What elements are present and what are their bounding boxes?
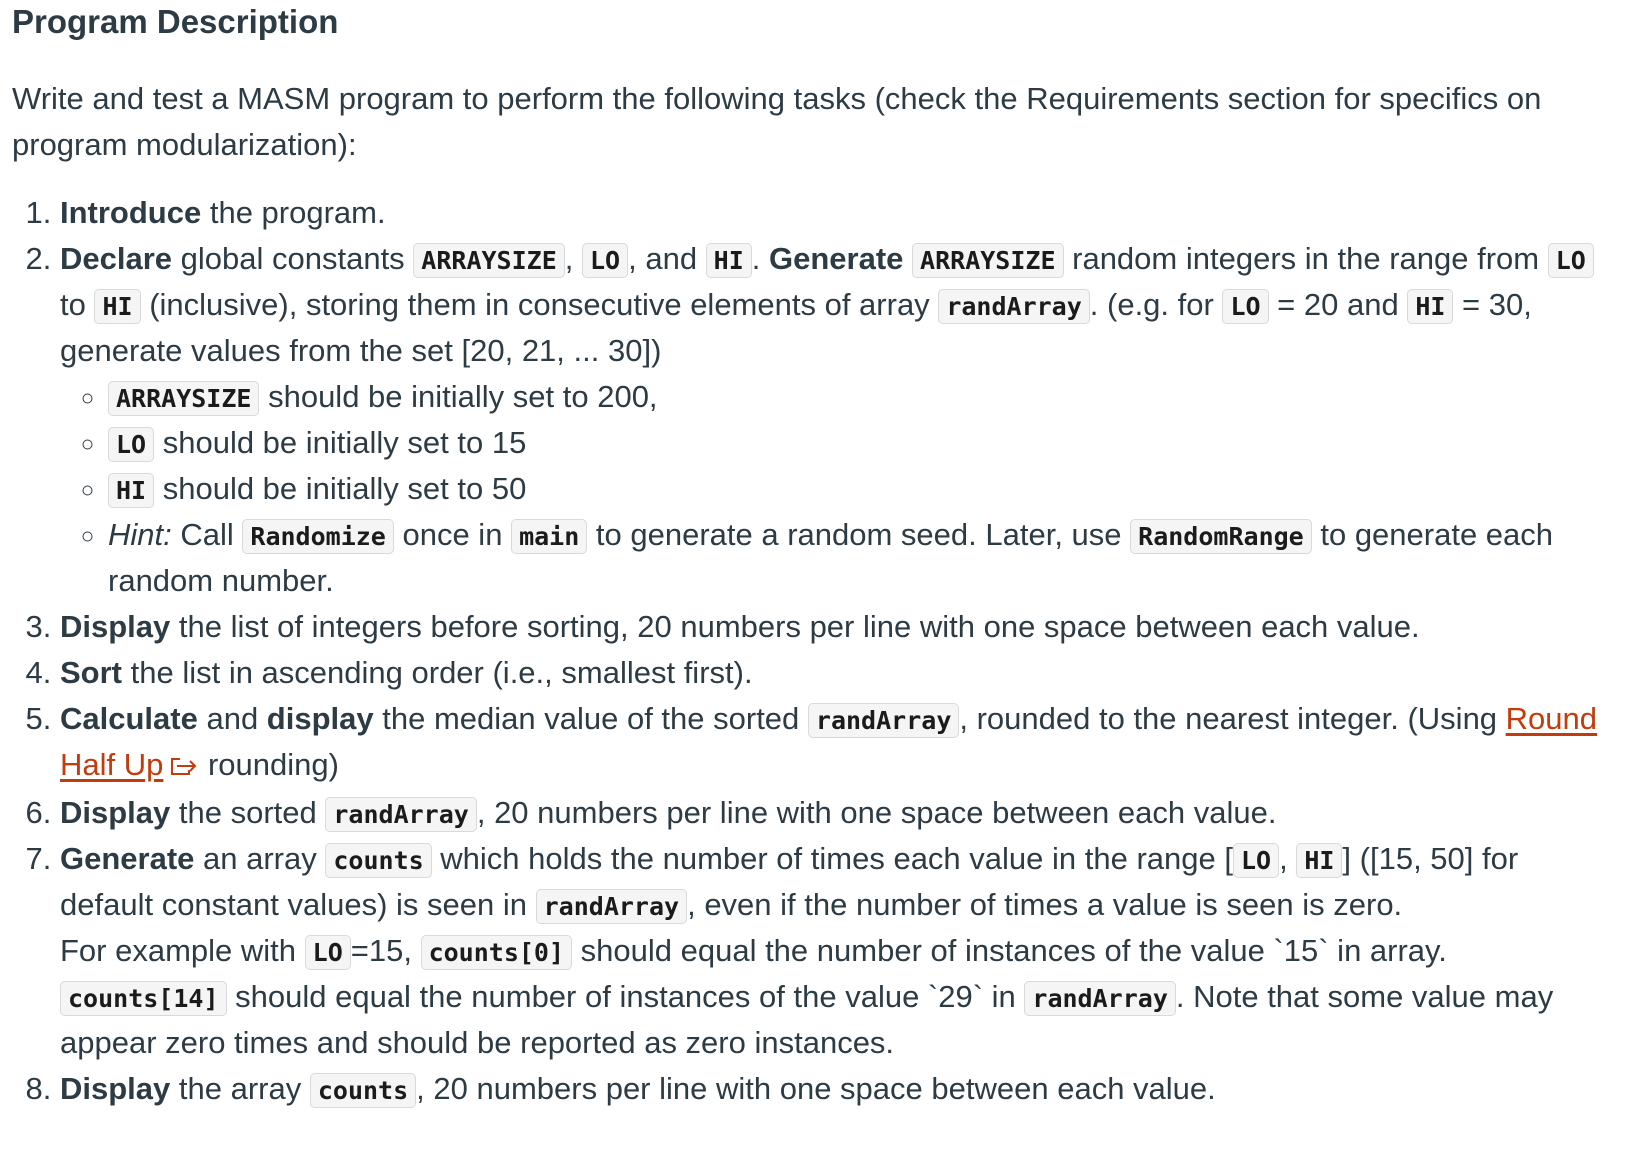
task-text: should equal the number of instances of the value `29` in bbox=[226, 979, 1025, 1014]
intro-paragraph: Write and test a MASM program to perform the following tasks (check the Requirements section for specifics on program modularization): bbox=[12, 81, 1542, 162]
task-keyword: display bbox=[266, 701, 374, 736]
code-counts: counts bbox=[325, 843, 431, 878]
task-keyword: Generate bbox=[769, 241, 904, 276]
subitem-text: Call bbox=[171, 517, 243, 552]
task-keyword: Calculate bbox=[60, 701, 198, 736]
task-text: =15, bbox=[350, 933, 421, 968]
code-randomize: Randomize bbox=[242, 519, 393, 554]
code-randarray: randArray bbox=[325, 797, 476, 832]
code-lo: LO bbox=[305, 935, 351, 970]
task-keyword: Display bbox=[60, 609, 171, 644]
code-randarray: randArray bbox=[808, 703, 959, 738]
task-text: , even if the number of times a value is seen is zero. bbox=[687, 887, 1403, 922]
task-keyword: Display bbox=[60, 1071, 171, 1106]
code-hi: HI bbox=[1407, 289, 1453, 324]
task-keyword: Declare bbox=[60, 241, 173, 276]
subitem-hi bbox=[108, 466, 1616, 512]
task-text: the array bbox=[170, 1071, 310, 1106]
code-counts-14: counts[14] bbox=[60, 981, 227, 1016]
task-item-1 bbox=[60, 190, 1616, 236]
task-text: = 20 and bbox=[1268, 287, 1408, 322]
task-text: , and bbox=[628, 241, 706, 276]
task-text: (inclusive), storing them in consecutive elements of array bbox=[140, 287, 939, 322]
code-lo: LO bbox=[582, 243, 628, 278]
subitem-text: once in bbox=[393, 517, 512, 552]
hint-label: Hint: bbox=[108, 517, 172, 552]
task-text: , 20 numbers per line with one space between each value. bbox=[476, 795, 1277, 830]
task-item-8 bbox=[60, 1066, 1616, 1112]
task-text: For example with bbox=[60, 933, 305, 968]
task-keyword: Sort bbox=[60, 655, 122, 690]
subitem-text: should be initially set to 200, bbox=[259, 379, 658, 414]
task-text: the program. bbox=[201, 195, 386, 230]
task-keyword: Generate bbox=[60, 841, 195, 876]
code-arraysize: ARRAYSIZE bbox=[108, 381, 259, 416]
code-counts-0: counts[0] bbox=[421, 935, 572, 970]
task-keyword: Introduce bbox=[60, 195, 202, 230]
code-randarray: randArray bbox=[938, 289, 1089, 324]
task-text: . bbox=[751, 241, 770, 276]
subitem-arraysize bbox=[108, 374, 1616, 420]
constants-sublist bbox=[60, 374, 1616, 604]
task-text: should equal the number of instances of the value `15` in array. bbox=[572, 933, 1447, 968]
task-item-3 bbox=[60, 604, 1616, 650]
task-text: , bbox=[564, 241, 582, 276]
task-item-2 bbox=[60, 236, 1616, 604]
code-hi: HI bbox=[94, 289, 140, 324]
code-lo: LO bbox=[1222, 289, 1268, 324]
task-text: , bbox=[1279, 841, 1297, 876]
task-text: the list of integers before sorting, 20 numbers per line with one space between each value. bbox=[170, 609, 1420, 644]
code-randarray: randArray bbox=[536, 889, 687, 924]
task-list bbox=[12, 190, 1616, 1112]
task-text: the sorted bbox=[170, 795, 326, 830]
task-text: . (e.g. for bbox=[1089, 287, 1223, 322]
code-hi: HI bbox=[706, 243, 752, 278]
external-link-icon[interactable] bbox=[169, 744, 199, 790]
task-text: global constants bbox=[172, 241, 414, 276]
task-item-4 bbox=[60, 650, 1616, 696]
task-text: . Note that some value may appear zero times and should be reported as zero instances. bbox=[60, 979, 1554, 1060]
code-arraysize: ARRAYSIZE bbox=[912, 243, 1063, 278]
task-text: random integers in the range from bbox=[1063, 241, 1548, 276]
code-hi: HI bbox=[1296, 843, 1342, 878]
subitem-text: to generate each random number. bbox=[108, 517, 1554, 598]
subitem-hint bbox=[108, 512, 1616, 604]
task-text: to bbox=[60, 287, 95, 322]
task-text: an array bbox=[194, 841, 326, 876]
task-text bbox=[903, 241, 912, 276]
code-main: main bbox=[511, 519, 587, 554]
task-text: , 20 numbers per line with one space between each value. bbox=[416, 1071, 1216, 1106]
subitem-lo bbox=[108, 420, 1616, 466]
subitem-text: to generate a random seed. Later, use bbox=[587, 517, 1131, 552]
task-text: = 30, generate values from the set [20, 21, ... 30]) bbox=[60, 287, 1532, 368]
task-keyword: Display bbox=[60, 795, 171, 830]
task-text: and bbox=[197, 701, 267, 736]
task-item-6 bbox=[60, 790, 1616, 836]
code-hi: HI bbox=[108, 473, 154, 508]
task-text: which holds the number of times each value in the range [ bbox=[431, 841, 1233, 876]
task-item-7 bbox=[60, 836, 1616, 1066]
round-half-up-link[interactable]: Round Half Up bbox=[60, 701, 1598, 782]
code-randarray: randArray bbox=[1024, 981, 1175, 1016]
subitem-text: should be initially set to 50 bbox=[154, 471, 527, 506]
task-text: ] ([15, 50] for default constant values) is seen in bbox=[60, 841, 1519, 922]
page-title: Program Description bbox=[12, 3, 339, 40]
task-text: , rounded to the nearest integer. (Using bbox=[959, 701, 1506, 736]
task-text: the list in ascending order (i.e., smallest first). bbox=[122, 655, 753, 690]
task-text: the median value of the sorted bbox=[373, 701, 808, 736]
code-arraysize: ARRAYSIZE bbox=[413, 243, 564, 278]
code-lo: LO bbox=[1233, 843, 1279, 878]
code-lo: LO bbox=[1548, 243, 1594, 278]
code-lo: LO bbox=[108, 427, 154, 462]
code-counts: counts bbox=[310, 1073, 416, 1108]
subitem-text: should be initially set to 15 bbox=[154, 425, 527, 460]
task-text: rounding) bbox=[199, 747, 339, 782]
code-randomrange: RandomRange bbox=[1130, 519, 1312, 554]
task-item-5 bbox=[60, 696, 1616, 790]
